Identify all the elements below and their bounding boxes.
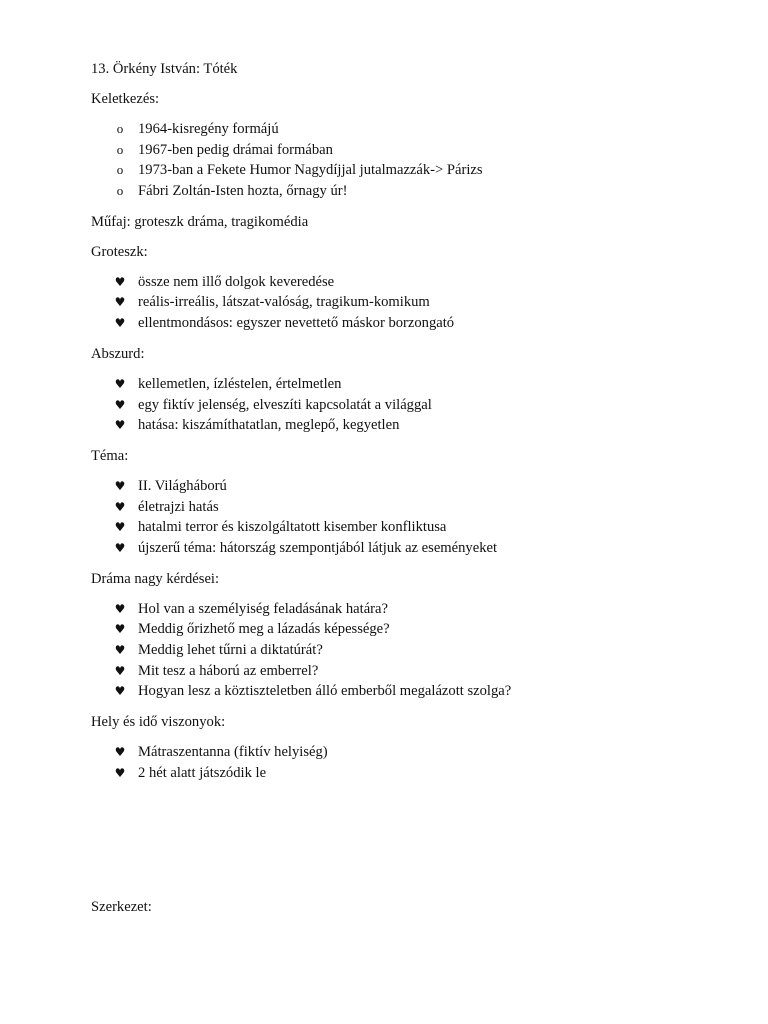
heart-bullet-icon: ♥: [114, 376, 126, 391]
list-item: [91, 599, 731, 620]
list-item: [91, 272, 731, 293]
list-item-text: hatása: kiszámíthatatlan, meglepő, kegyetlen: [138, 417, 400, 434]
list-item-text: 1967-ben pedig drámai formában: [138, 141, 333, 158]
list-groteszk: [91, 272, 731, 334]
list-item-text: egy fiktív jelenség, elveszíti kapcsolatát a világgal: [138, 396, 432, 413]
list-item: [91, 640, 731, 661]
circle-bullet-icon: o: [116, 162, 124, 178]
list-item: [91, 538, 731, 559]
section-heading-drama-kerdesei: Dráma nagy kérdései:: [91, 570, 220, 587]
list-keletkezes: [91, 119, 731, 202]
list-item-text: hatalmi terror és kiszolgáltatott kisember konfliktusa: [138, 519, 447, 536]
list-item: [91, 140, 731, 161]
list-item: [91, 395, 731, 416]
list-item-text: ellentmondásos: egyszer nevettető máskor borzongató: [138, 315, 455, 332]
circle-bullet-icon: o: [116, 183, 124, 199]
list-item: [91, 292, 731, 313]
list-item-text: Hol van a személyiség feladásának határa?: [138, 600, 388, 617]
heart-bullet-icon: ♥: [114, 663, 126, 678]
list-item-text: Fábri Zoltán-Isten hozta, őrnagy úr!: [138, 183, 348, 200]
list-item: [91, 763, 731, 784]
heart-bullet-icon: ♥: [114, 274, 126, 289]
list-item-text: össze nem illő dolgok keveredése: [138, 273, 335, 290]
list-item: [91, 160, 731, 181]
list-item-text: II. Világháború: [138, 477, 227, 494]
circle-bullet-icon: o: [116, 141, 124, 157]
list-abszurd: [91, 374, 731, 436]
heart-bullet-icon: ♥: [114, 765, 126, 780]
section-heading-szerkezet: Szerkezet:: [91, 899, 152, 916]
list-item-text: kellemetlen, ízléstelen, értelmetlen: [138, 375, 342, 392]
list-item: [91, 476, 731, 497]
heart-bullet-icon: ♥: [114, 643, 126, 657]
list-drama-kerdesei: [91, 599, 731, 702]
list-item-text: 1964-kisregény formájú: [138, 121, 279, 137]
document-body: [91, 59, 731, 927]
list-item: [91, 119, 731, 140]
list-item-text: Meddig őrizhető meg a lázadás képessége?: [138, 621, 390, 638]
section-heading-groteszk: Groteszk:: [91, 243, 148, 260]
list-item-text: Mit tesz a háború az emberrel?: [138, 662, 319, 679]
heart-bullet-icon: ♥: [114, 418, 126, 433]
list-item-text: Meddig lehet tűrni a diktatúrát?: [138, 642, 323, 658]
blank-space: [91, 793, 731, 897]
list-item: [91, 181, 731, 202]
heart-bullet-icon: ♥: [114, 478, 126, 493]
heart-bullet-icon: ♥: [114, 397, 126, 412]
list-item-text: Mátraszentanna (fiktív helyiség): [138, 744, 328, 761]
list-item: [91, 742, 731, 763]
list-item: [91, 661, 731, 682]
heart-bullet-icon: ♥: [114, 622, 126, 637]
heart-bullet-icon: ♥: [114, 316, 126, 331]
heart-bullet-icon: ♥: [114, 684, 126, 699]
section-heading-abszurd: Abszurd:: [91, 345, 145, 362]
list-item-text: életrajzi hatás: [138, 498, 219, 515]
list-item: [91, 415, 731, 436]
list-item: [91, 313, 731, 334]
section-heading-keletkezes: Keletkezés:: [91, 91, 160, 107]
section-heading-tema: Téma:: [91, 447, 129, 464]
list-item: [91, 681, 731, 702]
list-item-text: 2 hét alatt játszódik le: [138, 764, 267, 781]
heart-bullet-icon: ♥: [114, 295, 126, 310]
circle-bullet-icon: o: [116, 121, 124, 136]
list-hely-es-ido: [91, 742, 731, 783]
list-item-text: Hogyan lesz a köztiszteletben álló emberből megalázott szolga?: [138, 683, 512, 700]
heart-bullet-icon: ♥: [114, 601, 126, 616]
heart-bullet-icon: ♥: [114, 499, 126, 514]
heart-bullet-icon: ♥: [114, 745, 126, 760]
list-item-text: reális-irreális, látszat-valóság, tragikum-komikum: [138, 294, 430, 311]
document-title: 13. Örkény István: Tóték: [91, 61, 238, 77]
list-tema: [91, 476, 731, 559]
section-heading-mufaj: Műfaj: groteszk dráma, tragikomédia: [91, 213, 309, 230]
list-item: [91, 619, 731, 640]
heart-bullet-icon: ♥: [114, 540, 126, 555]
list-item: [91, 374, 731, 395]
section-heading-hely-es-ido: Hely és idő viszonyok:: [91, 714, 226, 731]
heart-bullet-icon: ♥: [114, 520, 126, 535]
list-item-text: 1973-ban a Fekete Humor Nagydíjjal jutalmazzák-> Párizs: [138, 162, 483, 179]
list-item: [91, 517, 731, 538]
list-item-text: újszerű téma: hátország szempontjából látjuk az eseményeket: [138, 539, 498, 556]
list-item: [91, 497, 731, 518]
